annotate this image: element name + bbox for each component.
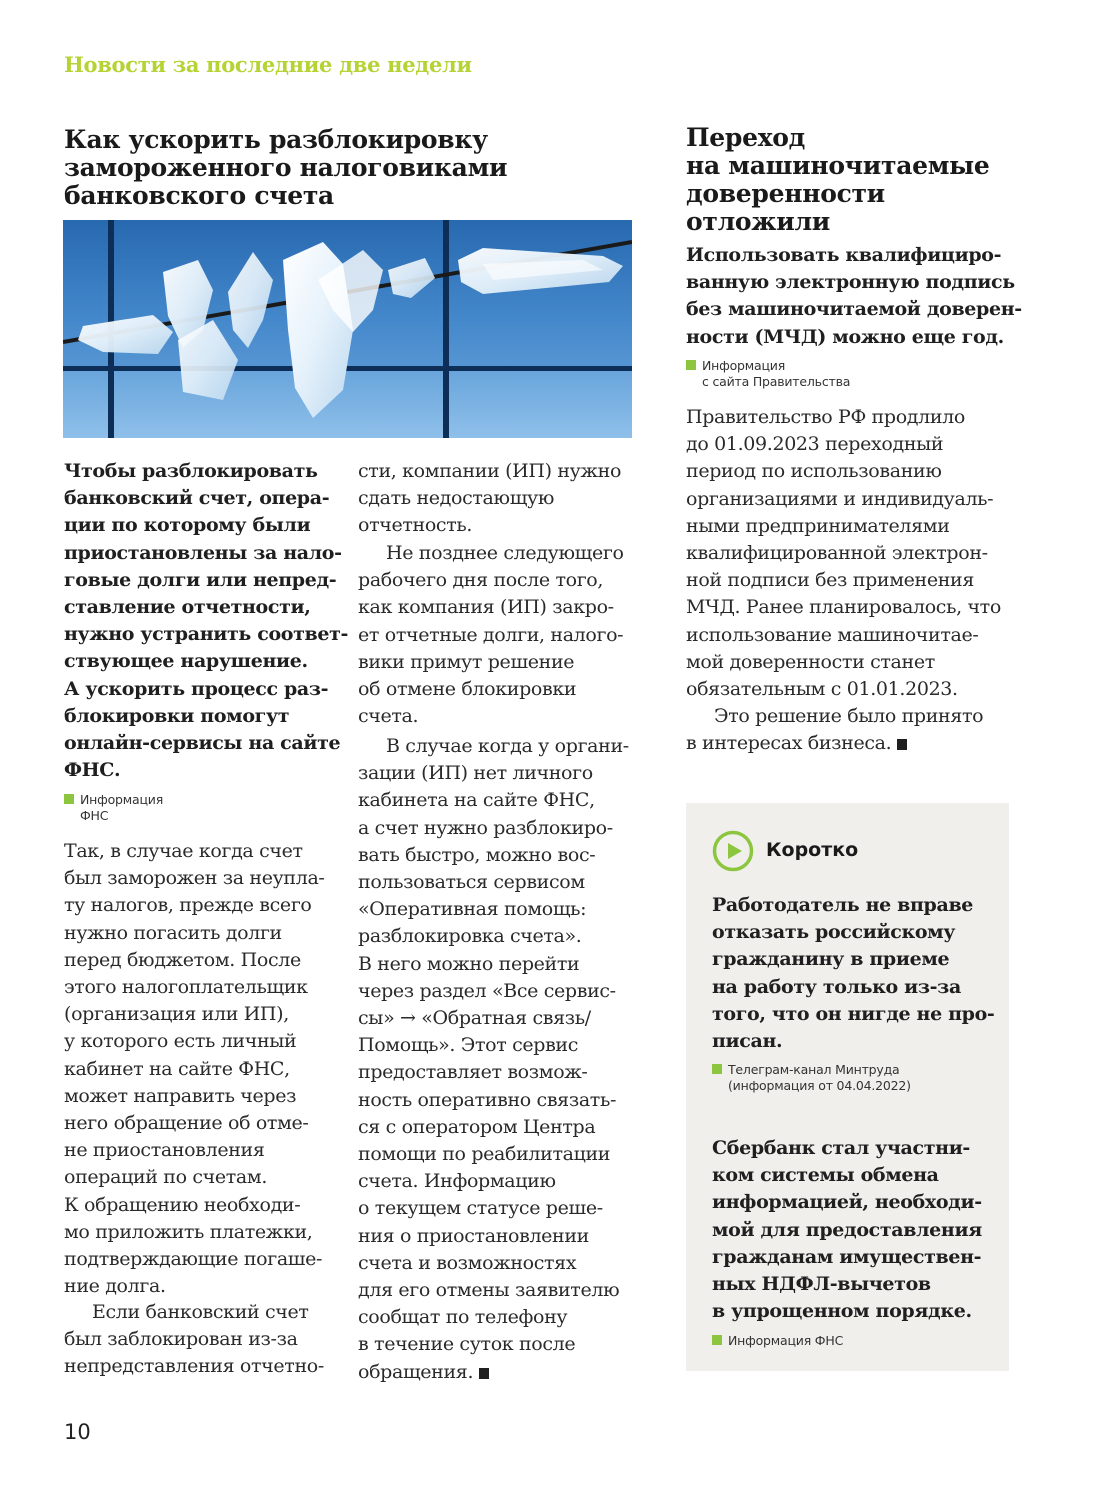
text-line: в течение суток после	[358, 1333, 576, 1356]
text-line: Сбербанк стал участни-	[712, 1137, 970, 1159]
text-line: был заморожен за неупла-	[64, 867, 325, 890]
article-photo-ice	[63, 220, 632, 438]
text-line: В случае когда у органи-	[386, 735, 629, 757]
text-line: доверенности	[686, 179, 885, 208]
text-line: приостановлены за нало-	[64, 541, 342, 564]
text-line: говые долги или непред-	[64, 568, 337, 591]
play-circle-icon	[712, 830, 754, 872]
text-line: мой доверенности станет	[686, 650, 935, 673]
text-line: Работодатель не вправе	[712, 894, 974, 916]
text-line: того, что он нигде не про-	[712, 1002, 995, 1025]
briefly-item2	[712, 1135, 1002, 1325]
text-line: гражданину в приеме	[712, 948, 950, 971]
end-of-article-mark	[897, 739, 907, 750]
text-line: ных НДФЛ-вычетов	[712, 1273, 931, 1296]
source-line: Информация	[686, 358, 850, 374]
text-line: замороженного налоговиками	[64, 153, 508, 182]
text-line: В него можно перейти	[358, 952, 580, 975]
text-line: писан.	[712, 1030, 783, 1053]
article2-title	[686, 124, 990, 236]
text-line: разблокировка счета».	[358, 925, 582, 948]
source-line: Телеграм-канал Минтруда	[712, 1062, 911, 1078]
text-line: период по использованию	[686, 460, 942, 483]
article2-lead	[686, 242, 1022, 351]
text-line: него обращение об отме-	[64, 1112, 309, 1135]
text-line: на работу только из-за	[712, 975, 961, 998]
article2-para2	[686, 703, 1016, 757]
text-line: онлайн-сервисы на сайте	[64, 732, 341, 755]
text-line: Правительство РФ продлило	[686, 406, 965, 428]
article1-source	[64, 792, 163, 824]
text-line: А ускорить процесс раз-	[64, 677, 329, 700]
text-line: банковский счет, опера-	[64, 487, 330, 510]
section-label: Новости за последние две недели	[64, 52, 472, 77]
text-line: отчетность.	[358, 514, 473, 537]
text-line: ту налогов, прежде всего	[64, 894, 312, 917]
text-line: через раздел «Все сервис-	[358, 979, 616, 1002]
text-line: непредставления отчетно-	[64, 1355, 324, 1378]
text-line: информацией, необходи-	[712, 1191, 982, 1214]
text-line: ствующее нарушение.	[64, 650, 308, 673]
text-line: этого налогоплательщик	[64, 976, 308, 999]
text-line: ной подписи без применения	[686, 569, 974, 592]
text-line: может направить через	[64, 1084, 297, 1107]
text-line: ности (МЧД) можно еще год.	[686, 325, 1004, 348]
briefly-item2-source	[712, 1333, 843, 1349]
end-of-article-mark	[479, 1368, 489, 1379]
text-line: отложили	[686, 207, 831, 236]
text-line: операций по счетам.	[64, 1166, 268, 1189]
text-line: ванную электронную подпись	[686, 271, 1015, 294]
text-line: ность оперативно связать-	[358, 1088, 617, 1111]
text-line: без машиночитаемой доверен-	[686, 298, 1022, 321]
article1-col1-para1	[64, 838, 334, 1300]
text-line: счета.	[358, 705, 419, 728]
text-line: предоставляет возмож-	[358, 1061, 588, 1084]
text-line: нужно устранить соответ-	[64, 623, 349, 646]
text-line: отказать российскому	[712, 921, 956, 944]
text-line: Не позднее следующего	[386, 542, 624, 564]
text-line: сы» → «Обратная связь/	[358, 1007, 591, 1030]
text-line: вики примут решение	[358, 650, 575, 673]
text-line: а счет нужно разблокиро-	[358, 816, 613, 839]
article1-title	[64, 126, 507, 210]
text-line: МЧД. Ранее планировалось, что	[686, 596, 1001, 619]
briefly-item1	[712, 892, 1002, 1055]
text-line: Как ускорить разблокировку	[64, 125, 488, 154]
briefly-item1-source	[712, 1062, 911, 1094]
source-line: (информация от 04.04.2022)	[728, 1078, 911, 1093]
text-line: обращения.	[358, 1359, 633, 1386]
article1-col2-para2	[358, 540, 633, 730]
article1-lead	[64, 458, 349, 784]
source-line: Информация	[64, 792, 163, 808]
text-line: Помощь». Этот сервис	[358, 1034, 579, 1057]
text-line: о текущем статусе реше-	[358, 1197, 603, 1220]
text-line: «Оперативная помощь:	[358, 898, 587, 921]
text-line: вать быстро, можно вос-	[358, 843, 596, 866]
text-line: Чтобы разблокировать	[64, 460, 318, 482]
briefly-box	[686, 803, 1009, 1371]
text-line: на машиночитаемые	[686, 151, 990, 180]
text-line: сообщат по телефону	[358, 1306, 568, 1329]
text-line: гражданам имуществен-	[712, 1245, 982, 1268]
text-line: ставление отчетности,	[64, 596, 311, 619]
text-line: ФНС.	[64, 759, 121, 782]
text-line: К обращению необходи-	[64, 1193, 301, 1216]
text-line: зации (ИП) нет личного	[358, 762, 593, 785]
text-line: Переход	[686, 123, 806, 152]
text-line: мой для предоставления	[712, 1218, 982, 1241]
text-line: не приостановления	[64, 1139, 265, 1162]
text-line: мо приложить платежки,	[64, 1220, 313, 1243]
text-line: ными предпринимателями	[686, 514, 950, 537]
source-line: с сайта Правительства	[702, 374, 851, 389]
text-line: до 01.09.2023 переходный	[686, 433, 944, 456]
article1-col1-para2	[64, 1299, 334, 1381]
briefly-title: Коротко	[766, 839, 859, 861]
text-line: ком системы обмена	[712, 1164, 939, 1187]
text-line: перед бюджетом. После	[64, 948, 301, 971]
article2-source	[686, 358, 850, 390]
text-line: Так, в случае когда счет	[64, 840, 303, 862]
text-line: помощи по реабилитации	[358, 1143, 611, 1166]
text-line: Если банковский счет	[92, 1301, 309, 1323]
text-line: квалифицированной электрон-	[686, 542, 988, 565]
ice-on-wire-image	[63, 220, 632, 438]
text-line: у которого есть личный	[64, 1030, 297, 1053]
text-line: ния о приостановлении	[358, 1224, 589, 1247]
article2-para1	[686, 404, 1016, 703]
text-line: сдать недостающую	[358, 487, 555, 510]
article1-col2-para1	[358, 458, 633, 540]
text-line: ние долга.	[64, 1275, 166, 1298]
text-line: нужно погасить долги	[64, 921, 282, 944]
text-line: пользоваться сервисом	[358, 871, 585, 894]
green-square-bullet-icon	[712, 1064, 722, 1074]
text-line: обязательным с 01.01.2023.	[686, 678, 958, 701]
source-line: Информация ФНС	[712, 1333, 843, 1349]
green-square-bullet-icon	[686, 360, 696, 370]
text-line: Использовать квалифициро-	[686, 244, 1002, 266]
text-line: кабинета на сайте ФНС,	[358, 789, 595, 812]
text-line: для его отмены заявителю	[358, 1279, 620, 1302]
text-line: блокировки помогут	[64, 704, 290, 727]
text-line: (организация или ИП),	[64, 1003, 289, 1026]
text-line: в интересах бизнеса.	[686, 730, 1016, 757]
source-line: ФНС	[80, 808, 109, 823]
text-line: рабочего дня после того,	[358, 569, 604, 592]
green-square-bullet-icon	[712, 1335, 722, 1345]
text-line: в упрощенном порядке.	[712, 1300, 972, 1323]
text-line: ет отчетные долги, налого-	[358, 623, 624, 646]
text-line: был заблокирован из-за	[64, 1328, 298, 1351]
text-line: ся с оператором Центра	[358, 1115, 596, 1138]
text-line: организациями и индивидуаль-	[686, 487, 994, 510]
green-square-bullet-icon	[64, 794, 74, 804]
text-line: счета. Информацию	[358, 1170, 556, 1193]
text-line: использование машиночитае-	[686, 623, 979, 646]
page-number: 10	[64, 1420, 91, 1444]
text-line: как компания (ИП) закро-	[358, 596, 614, 619]
text-line: подтверждающие погаше-	[64, 1248, 323, 1271]
article1-col2-para3	[358, 733, 633, 1386]
text-line: ции по которому были	[64, 514, 311, 537]
text-line: банковского счета	[64, 181, 334, 210]
text-line: кабинет на сайте ФНС,	[64, 1057, 290, 1080]
text-line: сти, компании (ИП) нужно	[358, 460, 622, 482]
text-line: Это решение было принято	[714, 705, 984, 727]
text-line: об отмене блокировки	[358, 678, 577, 701]
text-line: счета и возможностях	[358, 1251, 577, 1274]
